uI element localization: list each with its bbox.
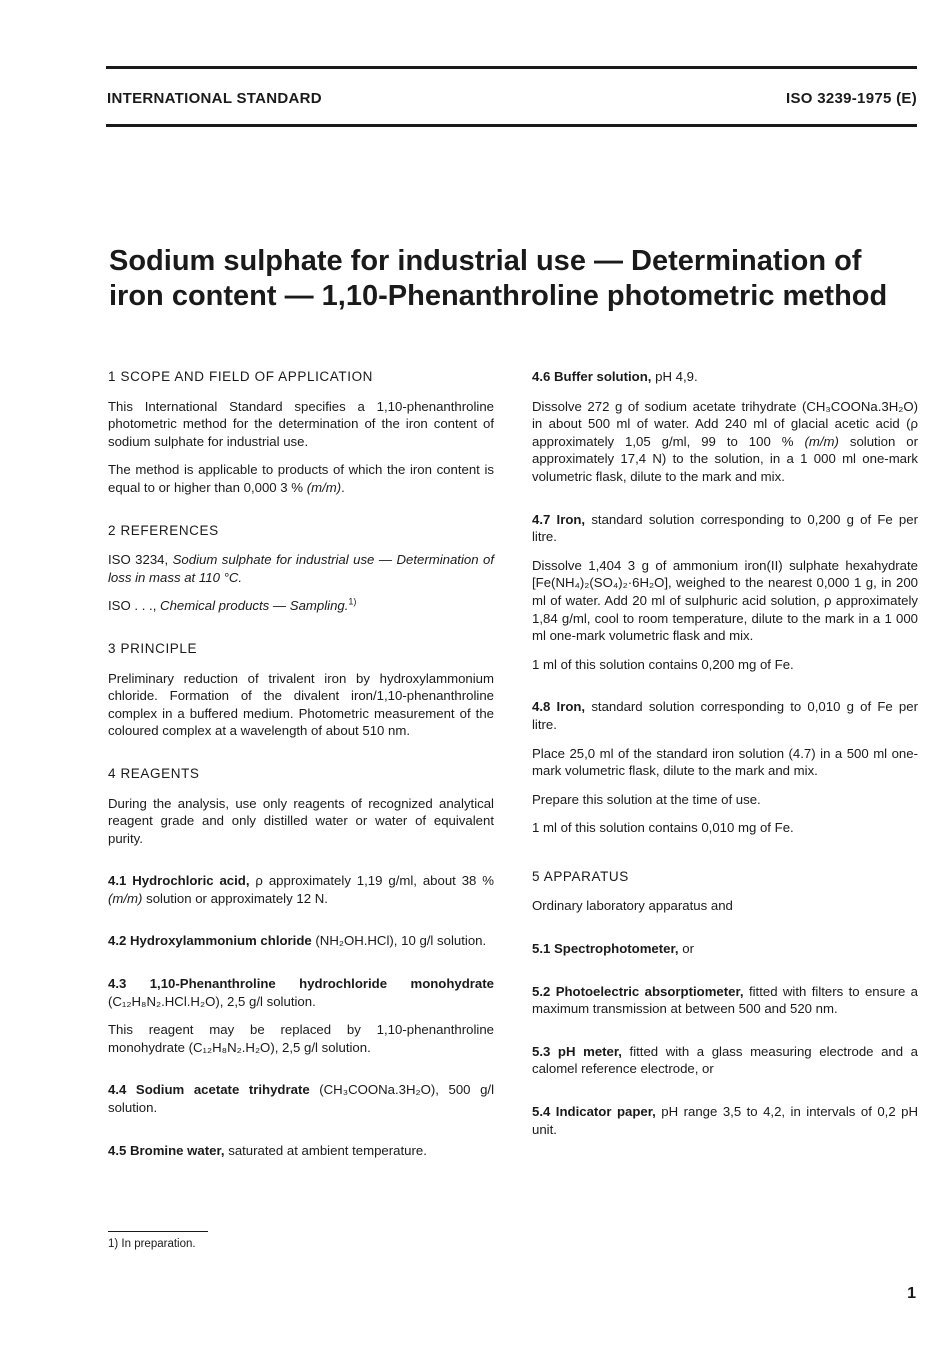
left-column (108, 368, 494, 1170)
reagent-4-3: 4.3 1,10-Phenanthroline hydrochloride monohydrate (C₁₂H₈N₂.HCl.H₂O), 2,5 g/l solution. (108, 976, 494, 1009)
reagent-4-7-paragraph: Dissolve 1,404 3 g of ammonium iron(II) sulphate hexahydrate [Fe(NH₄)₂(SO₄)₂·6H₂O], weighed to the nearest 0,000 1 g, in 200 ml of water. Add 20 ml of sulphuric acid solution, ρ approximately 1,84 g/ml, cool to room temperature, dilute to the mark in a 1 000 ml one-mark volumetric flask and mix. (532, 557, 918, 644)
reagent-4-8-note: 1 ml of this solution contains 0,010 mg of Fe. (532, 820, 794, 836)
footnote: 1) In preparation. (108, 1238, 196, 1250)
reagent-4-2: 4.2 Hydroxylammonium chloride (NH₂OH.HCl), 10 g/l solution. (108, 933, 487, 949)
reagent-4-5: 4.5 Bromine water, saturated at ambient temperature. (108, 1142, 427, 1158)
reagent-4-7: 4.7 Iron, standard solution corresponding to 0,200 g of Fe per litre. (532, 511, 918, 545)
title-line-2: iron content — 1,10-Phenanthroline photometric method (109, 280, 888, 312)
standard-label: INTERNATIONAL STANDARD (107, 90, 322, 107)
header-rule-top (106, 66, 917, 69)
reagent-4-8-prepare: Prepare this solution at the time of use. (532, 791, 761, 807)
section-2-heading: 2 REFERENCES (108, 522, 219, 538)
section-1-heading: 1 SCOPE AND FIELD OF APPLICATION (108, 369, 374, 384)
section-5-intro: Ordinary laboratory apparatus and (532, 898, 733, 914)
reagent-4-7-note: 1 ml of this solution contains 0,200 mg of Fe. (532, 656, 794, 672)
section-5-heading: 5 APPARATUS (532, 868, 629, 884)
reagent-4-8: 4.8 Iron, standard solution corresponding to 0,010 g of Fe per litre. (532, 699, 918, 732)
section-4-intro: During the analysis, use only reagents of recognized analytical reagent grade and only distilled water or water of equivalent purity. (108, 795, 494, 846)
document-title (109, 244, 909, 314)
section-1-paragraph-2: The method is applicable to products of which the iron content is equal to or higher than 0,000 3 % (m/m). (108, 462, 494, 495)
footnote-rule (108, 1231, 208, 1232)
reagent-4-3-note: This reagent may be replaced by 1,10-phenanthroline monohydrate (C₁₂H₈N₂.H₂O), 2,5 g/l solution. (108, 1022, 494, 1055)
reagent-4-6-paragraph: Dissolve 272 g of sodium acetate trihydrate (CH₃COONa.3H₂O) in about 500 ml of water. Add 240 ml of glacial acetic acid (ρ approximately 1,05 g/ml, 99 to 100 % (m/m) solution or approximately 17,4 N) to the solution, in a 1 000 ml one-mark volumetric flask, dilute to the mark and mix. (532, 398, 918, 484)
section-1-paragraph-1: This International Standard specifies a 1,10-phenanthroline photometric method for the determination of the iron content of sodium sulphate for industrial use. (108, 398, 494, 449)
title-line-1: Sodium sulphate for industrial use — Determination of (109, 245, 862, 277)
header-rule-bottom (106, 124, 917, 127)
reagent-4-6: 4.6 Buffer solution, pH 4,9. (532, 369, 698, 384)
standard-number: ISO 3239-1975 (E) (785, 90, 917, 107)
apparatus-5-1: 5.1 Spectrophotometer, or (532, 941, 694, 957)
apparatus-5-2: 5.2 Photoelectric absorptiometer, fitted with filters to ensure a maximum transmission at between 500 and 520 nm. (532, 983, 918, 1017)
right-column (532, 368, 918, 1149)
section-3-heading: 3 PRINCIPLE (108, 640, 198, 656)
section-3-paragraph: Preliminary reduction of trivalent iron by hydroxylammonium chloride. Formation of the divalent iron/1,10-phenanthroline complex in a buffered medium. Photometric measurement of the coloured complex at a wavelength of about 510 nm. (108, 670, 494, 739)
apparatus-5-4: 5.4 Indicator paper, pH range 3,5 to 4,2, in intervals of 0,2 pH unit. (532, 1104, 918, 1137)
reagent-4-4: 4.4 Sodium acetate trihydrate (CH₃COONa.3H₂O), 500 g/l solution. (108, 1082, 494, 1116)
reagent-4-8-paragraph: Place 25,0 ml of the standard iron solution (4.7) in a 500 ml one-mark volumetric flask, dilute to the mark and mix. (532, 745, 918, 779)
page-number: 1 (907, 1285, 916, 1302)
section-4-heading: 4 REAGENTS (108, 765, 200, 781)
reference-iso-3234: ISO 3234, Sodium sulphate for industrial use — Determination of loss in mass at 110 °C. (108, 552, 494, 585)
apparatus-5-3: 5.3 pH meter, fitted with a glass measuring electrode and a calomel reference electrode, or (532, 1043, 919, 1077)
reagent-4-1: 4.1 Hydrochloric acid, ρ approximately 1,19 g/ml, about 38 % (m/m) solution or approximately 12 N. (108, 873, 495, 906)
reference-sampling: ISO . . ., Chemical products — Sampling.$^{1)}$ (108, 596, 357, 614)
